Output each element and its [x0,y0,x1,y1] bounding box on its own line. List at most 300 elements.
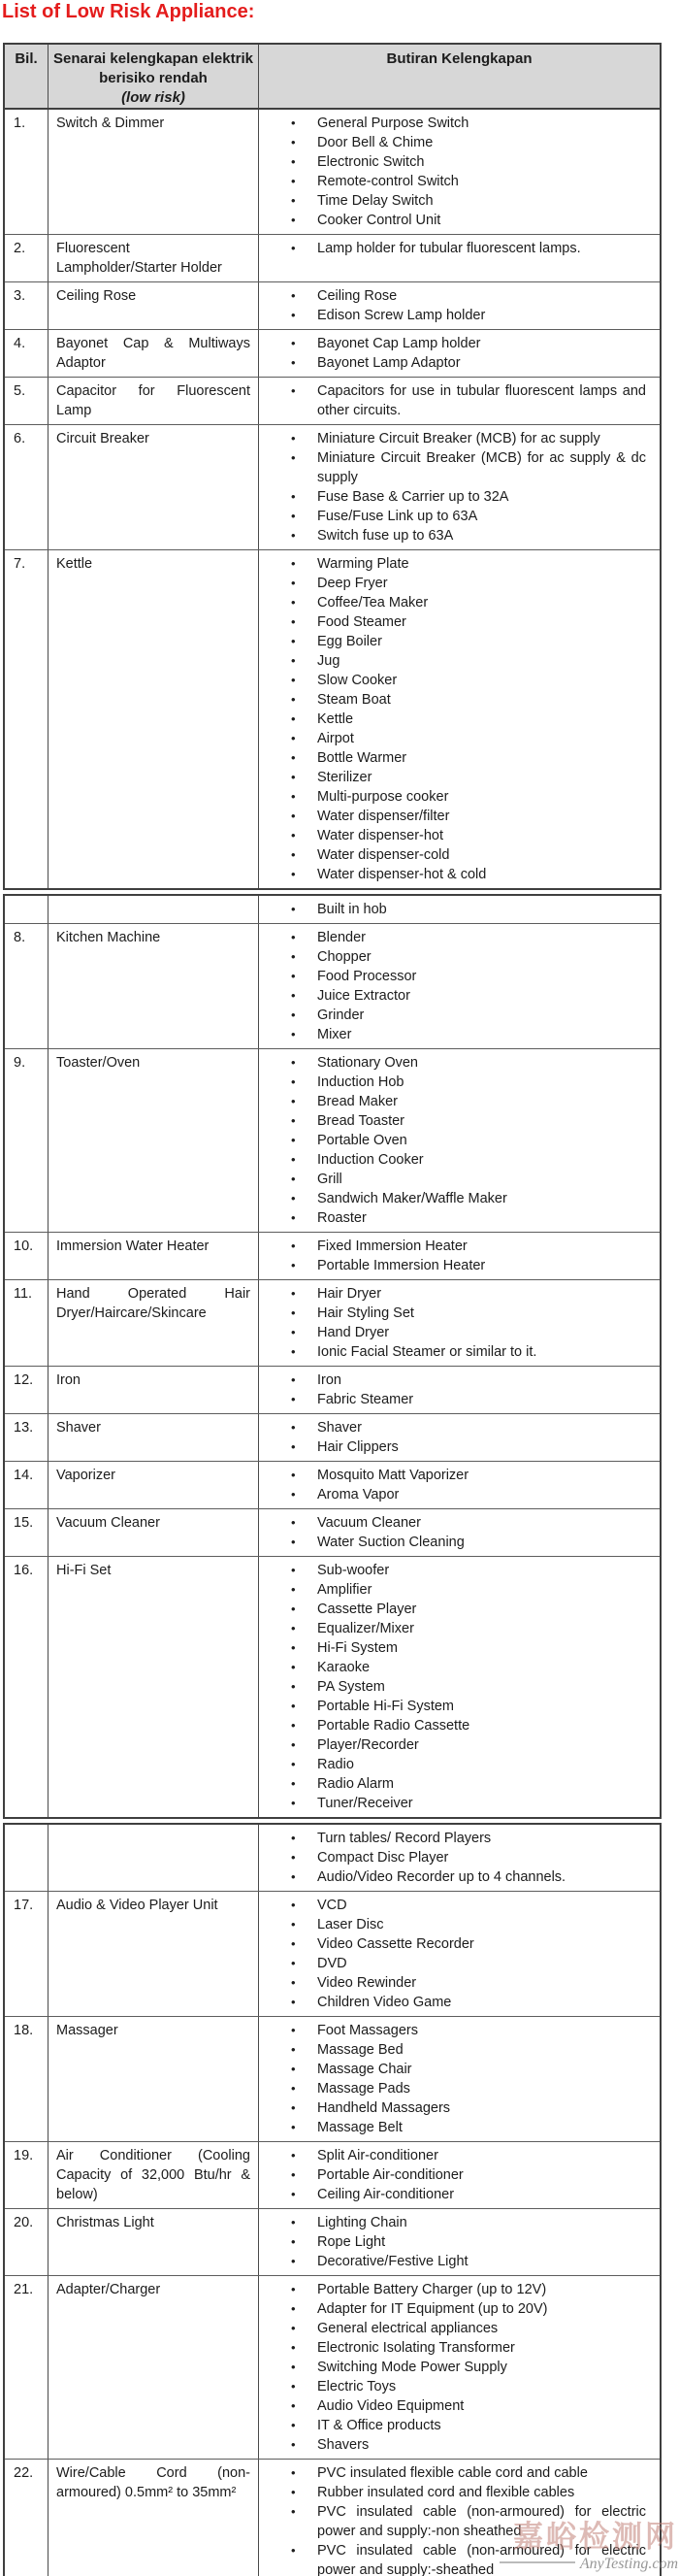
row-number: 10. [5,1233,48,1279]
list-item [259,1533,660,1552]
list-item-text: Bread Toaster [317,1113,405,1129]
list-item [259,1794,660,1813]
bullet-icon: • [291,949,296,964]
list-item [259,2541,660,2576]
list-item [259,1867,660,1887]
list-item-text: Massage Chair [317,2062,412,2077]
table-row [5,281,660,329]
table-row [5,1556,660,1817]
list-item [259,1580,660,1600]
list-item [259,1025,660,1044]
row-items [259,2460,660,2576]
list-item [259,2299,660,2319]
bullet-icon: • [291,1975,296,1990]
watermark-cn-text: 嘉峪检测网 [513,2520,678,2554]
bullet-icon: • [291,1094,296,1108]
bullet-icon: • [291,930,296,944]
list-item [259,172,660,191]
bullet-icon: • [291,1258,296,1272]
list-item [259,2252,660,2271]
list-item-text: PVC insulated cable (non-armoured) for electric power and supply:-sheathed [317,2543,646,2576]
bullet-icon: • [291,692,296,707]
row-items [259,896,660,923]
list-item-text: PA System [317,1679,385,1695]
bullet-icon: • [291,1602,296,1616]
bullet-icon: • [291,750,296,765]
list-item [259,448,660,487]
list-item [259,632,660,651]
list-item [259,574,660,593]
bullet-icon: • [291,241,296,255]
list-item [259,986,660,1006]
list-item-text: Switching Mode Power Supply [317,2360,507,2375]
row-items [259,2209,660,2275]
list-item [259,2098,660,2118]
list-item-text: Karaoke [317,1660,371,1675]
row-number: 15. [5,1509,48,1556]
list-item-text: Portable Immersion Heater [317,1258,486,1273]
list-item-text: Split Air-conditioner [317,2148,438,2163]
header-senarai-main: Senarai kelengkapan elektrik berisiko rendah [53,50,253,86]
bullet-icon: • [291,1535,296,1549]
list-item-text: Built in hob [317,902,387,917]
list-item [259,1561,660,1580]
list-item [259,1131,660,1150]
list-item [259,1092,660,1111]
bullet-icon: • [291,2282,296,2296]
row-items [259,550,660,888]
list-item [259,507,660,526]
page-title: List of Low Risk Appliance: [2,1,255,22]
list-item [259,710,660,729]
row-label: Switch & Dimmer [48,110,259,234]
bullet-icon: • [291,1515,296,1530]
list-item [259,768,660,787]
table-row [5,1279,660,1366]
bullet-icon: • [291,2418,296,2432]
bullet-icon: • [291,509,296,523]
list-item [259,729,660,748]
list-item-text: Portable Air-conditioner [317,2167,464,2183]
list-item-text: Portable Radio Cassette [317,1718,470,1734]
table-row [5,1048,660,1232]
bullet-icon: • [291,789,296,804]
list-item [259,612,660,632]
list-item-text: Children Video Game [317,1995,452,2010]
bullet-icon: • [291,2465,296,2480]
bullet-icon: • [291,1027,296,1041]
list-item-text: Roaster [317,1210,367,1226]
bullet-icon: • [291,2234,296,2249]
list-item-text: Food Processor [317,969,417,984]
list-item [259,381,660,420]
list-item [259,1073,660,1092]
list-item [259,2396,660,2416]
list-item-text: Massage Bed [317,2042,404,2058]
bullet-icon: • [291,2187,296,2201]
bullet-icon: • [291,2543,296,2558]
list-item-text: Grinder [317,1007,365,1023]
bullet-icon: • [291,2360,296,2374]
bullet-icon: • [291,867,296,881]
bullet-icon: • [291,969,296,983]
list-item-text: Bayonet Lamp Adaptor [317,355,461,371]
bullet-icon: • [291,770,296,784]
list-item-text: Massage Belt [317,2120,403,2135]
row-items [259,235,660,281]
bullet-icon: • [291,2042,296,2057]
list-item [259,1466,660,1485]
bullet-icon: • [291,174,296,188]
bullet-icon: • [291,595,296,610]
bullet-icon: • [291,1757,296,1771]
row-number: 19. [5,2142,48,2208]
list-item [259,1677,660,1697]
list-item-text: Kettle [317,711,354,727]
row-items [259,2276,660,2459]
bullet-icon: • [291,1055,296,1070]
list-item-text: Hair Styling Set [317,1305,414,1321]
bullet-icon: • [291,902,296,916]
bullet-icon: • [291,634,296,648]
list-item [259,1915,660,1934]
list-item-text: Video Cassette Recorder [317,1936,474,1952]
row-number: 22. [5,2460,48,2576]
bullet-icon: • [291,383,296,398]
bullet-icon: • [291,1305,296,1320]
list-item [259,1437,660,1457]
list-item [259,1934,660,1954]
list-item-text: General electrical appliances [317,2321,499,2336]
list-item [259,1638,660,1658]
row-label: Kitchen Machine [48,924,259,1048]
list-item [259,2232,660,2252]
row-items [259,1825,660,1891]
list-item-text: Fixed Immersion Heater [317,1238,468,1254]
list-item [259,593,660,612]
bullet-icon: • [291,1831,296,1845]
bullet-icon: • [291,288,296,303]
table-section-page3 [3,1823,662,2576]
row-number [5,1825,48,1891]
list-item [259,651,660,671]
list-item [259,114,660,133]
list-item-text: Ceiling Air-conditioner [317,2187,455,2202]
list-item-text: Mixer [317,1027,352,1042]
list-item [259,826,660,845]
list-item [259,1755,660,1774]
row-label: Wire/Cable Cord (non-armoured) 0.5mm² to 35mm² [48,2460,259,2576]
row-number: 8. [5,924,48,1048]
list-item [259,787,660,807]
list-item-text: Electronic Switch [317,154,425,170]
list-item [259,1774,660,1794]
list-item [259,928,660,947]
row-number: 3. [5,282,48,329]
bullet-icon: • [291,1172,296,1186]
list-item [259,152,660,172]
table-row [5,377,660,424]
list-item-text: Egg Boiler [317,634,382,649]
bullet-icon: • [291,1325,296,1339]
list-item-text: Edison Screw Lamp holder [317,308,486,323]
list-item [259,306,660,325]
bullet-icon: • [291,2398,296,2413]
list-item-text: Water Suction Cleaning [317,1535,465,1550]
bullet-icon: • [291,336,296,350]
list-item-text: Shavers [317,2437,370,2453]
list-item [259,2280,660,2299]
bullet-icon: • [291,2340,296,2355]
list-item [259,1829,660,1848]
list-item-text: Adapter for IT Equipment (up to 20V) [317,2301,548,2317]
bullet-icon: • [291,2148,296,2163]
row-label: Toaster/Oven [48,1049,259,1232]
table-row [5,2208,660,2275]
table-row [5,1891,660,2016]
list-item-text: Iron [317,1372,341,1388]
list-item-text: Remote-control Switch [317,174,459,189]
list-item-text: Blender [317,930,366,945]
list-item-text: Sub-woofer [317,1563,390,1578]
bullet-icon: • [291,528,296,543]
bullet-icon: • [291,1286,296,1301]
row-number: 1. [5,110,48,234]
bullet-icon: • [291,2437,296,2452]
list-item-text: Cooker Control Unit [317,213,441,228]
list-item [259,2483,660,2502]
table-row [5,1232,660,1279]
list-item-text: IT & Office products [317,2418,441,2433]
bullet-icon: • [291,1956,296,1970]
bullet-icon: • [291,1007,296,1022]
list-item [259,429,660,448]
bullet-icon: • [291,2254,296,2268]
row-items [259,425,660,549]
list-item-text: Compact Disc Player [317,1850,449,1866]
list-item [259,671,660,690]
table-row [5,1508,660,1556]
list-item [259,967,660,986]
list-item [259,1716,660,1735]
bullet-icon: • [291,988,296,1003]
appliance-table [3,43,662,2576]
list-item [259,2502,660,2541]
list-item-text: Foot Massagers [317,2023,418,2038]
list-item-text: Deep Fryer [317,576,388,591]
list-item-text: Coffee/Tea Maker [317,595,429,611]
list-item [259,2079,660,2098]
row-items [259,110,660,234]
list-item-text: Shaver [317,1420,362,1436]
list-item [259,1208,660,1228]
list-item [259,1848,660,1867]
watermark-en-text: AnyTesting.com [455,2556,678,2573]
row-number: 2. [5,235,48,281]
table-row [5,329,660,377]
list-item [259,1150,660,1170]
row-label: Christmas Light [48,2209,259,2275]
bullet-icon: • [291,1420,296,1435]
bullet-icon: • [291,711,296,726]
row-items [259,330,660,377]
row-number: 16. [5,1557,48,1817]
list-item-text: Turn tables/ Record Players [317,1831,492,1846]
bullet-icon: • [291,1737,296,1752]
list-item-text: Water dispenser-hot [317,828,444,843]
list-item [259,1237,660,1256]
table-row [5,923,660,1048]
list-item [259,1697,660,1716]
bullet-icon: • [291,576,296,590]
bullet-icon: • [291,2062,296,2076]
table-row [5,549,660,888]
section-rows [5,896,660,1817]
row-label: Bayonet Cap & Multiways Adaptor [48,330,259,377]
bullet-icon: • [291,614,296,629]
list-item-text: DVD [317,1956,347,1971]
list-item-text: Massage Pads [317,2081,410,2097]
list-item-text: Switch fuse up to 63A [317,528,454,544]
list-item-text: Portable Oven [317,1133,407,1148]
bullet-icon: • [291,135,296,149]
row-label: Audio & Video Player Unit [48,1892,259,2016]
list-item-text: Mosquito Matt Vaporizer [317,1468,469,1483]
row-label: Fluorescent Lampholder/Starter Holder [48,235,259,281]
table-row [5,2016,660,2141]
list-item-text: Electronic Isolating Transformer [317,2340,515,2356]
list-item-text: Jug [317,653,340,669]
list-item-text: Slow Cooker [317,673,398,688]
list-item-text: Amplifier [317,1582,372,1598]
list-item [259,2146,660,2165]
row-label [48,896,259,923]
list-item [259,1304,660,1323]
list-item-text: Miniature Circuit Breaker (MCB) for ac supply [317,431,600,446]
bullet-icon: • [291,809,296,823]
bullet-icon: • [291,2379,296,2394]
list-item [259,286,660,306]
table-row [5,1461,660,1508]
table-row [5,2141,660,2208]
list-item-text: Bayonet Cap Lamp holder [317,336,481,351]
list-item [259,1896,660,1915]
list-item-text: Hair Dryer [317,1286,382,1302]
bullet-icon: • [291,1995,296,2009]
row-label: Ceiling Rose [48,282,259,329]
list-item-text: PVC insulated cable (non-armoured) for electric power and supply:-non sheathed [317,2504,646,2539]
list-item-text: Fuse Base & Carrier up to 32A [317,489,509,505]
bullet-icon: • [291,1074,296,1089]
table-row [5,2459,660,2576]
table-row [5,1366,660,1413]
row-label: Hand Operated Hair Dryer/Haircare/Skincare [48,1280,259,1366]
bullet-icon: • [291,1113,296,1128]
list-item-text: Fabric Steamer [317,1392,414,1407]
row-label: Massager [48,2017,259,2141]
bullet-icon: • [291,1699,296,1713]
list-item [259,1390,660,1409]
row-number: 7. [5,550,48,888]
table-row [5,2275,660,2459]
bullet-icon: • [291,2504,296,2519]
list-item [259,2416,660,2435]
list-item [259,1189,660,1208]
bullet-icon: • [291,673,296,687]
bullet-icon: • [291,1776,296,1791]
row-number: 14. [5,1462,48,1508]
row-number: 21. [5,2276,48,2459]
list-item-text: Sterilizer [317,770,372,785]
list-item-text: Grill [317,1172,342,1187]
list-item [259,554,660,574]
list-item-text: Induction Cooker [317,1152,424,1168]
row-label: Air Conditioner (Cooling Capacity of 32,000 Btu/hr & below) [48,2142,259,2208]
row-items [259,1462,660,1508]
list-item-text: Warming Plate [317,556,409,572]
bullet-icon: • [291,431,296,446]
list-item-text: Audio Video Equipment [317,2398,465,2414]
bullet-icon: • [291,489,296,504]
list-item [259,2377,660,2396]
list-item-text: Video Rewinder [317,1975,417,1991]
row-number [5,896,48,923]
list-item [259,2463,660,2483]
row-number: 5. [5,378,48,424]
list-item [259,845,660,865]
list-item-text: Handheld Massagers [317,2100,451,2116]
list-item-text: Tuner/Receiver [317,1796,413,1811]
list-item-text: Water dispenser/filter [317,809,450,824]
bullet-icon: • [291,1718,296,1733]
row-label: Vacuum Cleaner [48,1509,259,1556]
list-item [259,1973,660,1993]
list-item-text: Stationary Oven [317,1055,418,1071]
list-item-text: Chopper [317,949,372,965]
row-items [259,1892,660,2016]
list-item [259,2060,660,2079]
list-item-text: Induction Hob [317,1074,404,1090]
row-label: Immersion Water Heater [48,1233,259,1279]
bullet-icon: • [291,116,296,130]
row-label: Kettle [48,550,259,888]
row-items [259,1233,660,1279]
bullet-icon: • [291,1582,296,1597]
row-number: 11. [5,1280,48,1366]
list-item-text: Airpot [317,731,354,746]
bullet-icon: • [291,1917,296,1932]
row-number: 18. [5,2017,48,2141]
row-label: Circuit Breaker [48,425,259,549]
list-item [259,1006,660,1025]
list-item [259,191,660,211]
row-items [259,2017,660,2141]
list-item [259,1993,660,2012]
bullet-icon: • [291,556,296,571]
list-item-text: Cassette Player [317,1602,417,1617]
table-row [5,1825,660,1891]
list-item [259,1053,660,1073]
list-item [259,1735,660,1755]
list-item [259,353,660,373]
list-item [259,690,660,710]
list-item [259,133,660,152]
bullet-icon: • [291,1344,296,1359]
list-item [259,865,660,884]
list-item-text: Radio [317,1757,354,1772]
bullet-icon: • [291,2120,296,2134]
list-item-text: Multi-purpose cooker [317,789,449,805]
